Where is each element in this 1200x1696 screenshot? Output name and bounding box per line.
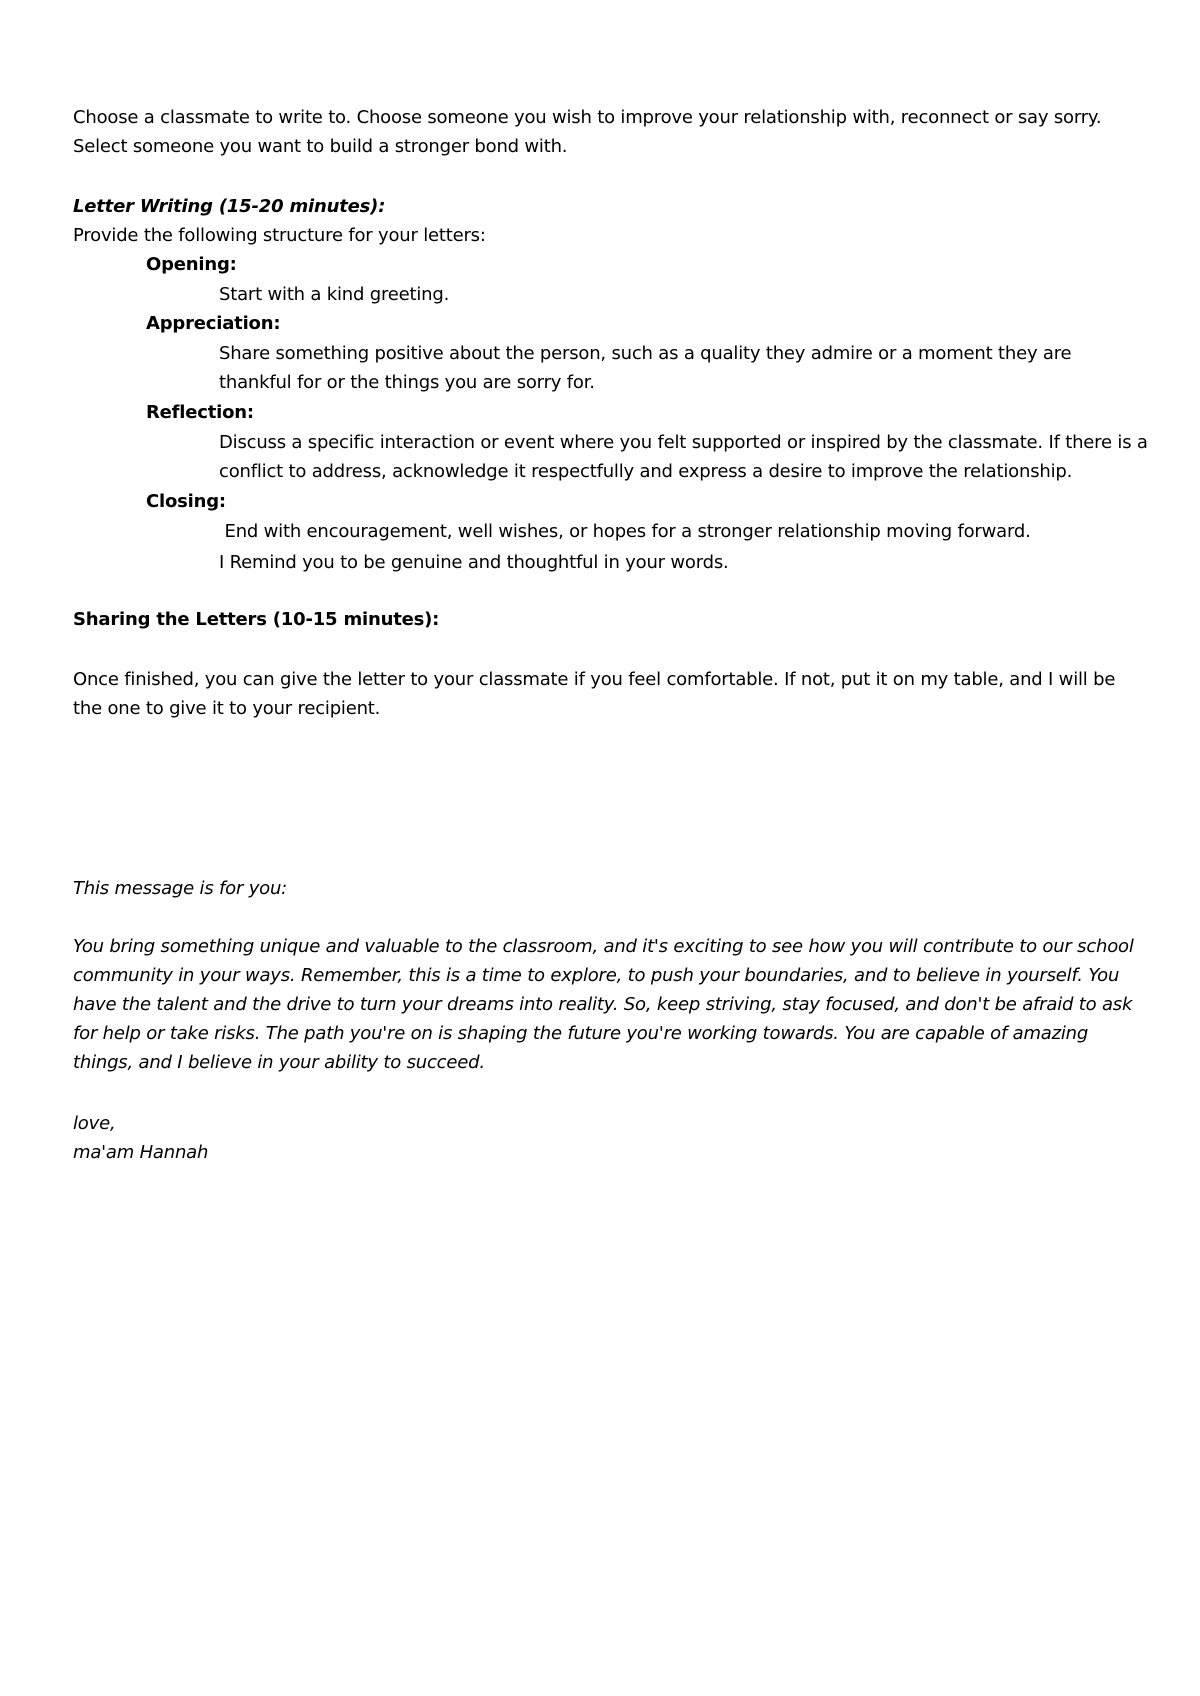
opening-label: Opening: <box>146 254 237 275</box>
closing-label: Closing: <box>146 491 226 512</box>
reminder-text: I Remind you to be genuine and thoughtful in your words. <box>219 552 729 573</box>
closing-text: End with encouragement, well wishes, or hopes for a stronger relationship moving forward. <box>219 521 1031 542</box>
reflection-label: Reflection: <box>146 402 254 423</box>
appreciation-label: Appreciation: <box>146 313 281 334</box>
intro-paragraph: Choose a classmate to write to. Choose someone you wish to improve your relationship with, reconnect or say sorry. Select someone you want to build a stronger bond with. <box>73 107 1102 157</box>
message-body: You bring something unique and valuable to the classroom, and it's exciting to see how you will contribute to our school community in your ways. Remember, this is a time to explore, to push your boundaries, and to believe in yourself. You have the talent and the drive to turn your dreams into reality. So, keep striving, stay focused, and don't be afraid to ask for help or take risks. The path you're on is shaping the future you're working towards. You are capable of amazing things, and I believe in your ability to succeed. <box>73 936 1134 1073</box>
structure-intro: Provide the following structure for your letters: <box>73 225 486 246</box>
sharing-heading: Sharing the Letters (10-15 minutes): <box>73 609 440 630</box>
reflection-text: Discuss a specific interaction or event where you felt supported or inspired by the classmate. If there is a conflict to address, acknowledge it respectfully and express a desire to improve the relationship. <box>219 432 1148 482</box>
opening-text: Start with a kind greeting. <box>219 284 450 305</box>
signature: ma'am Hannah <box>73 1142 209 1163</box>
sharing-text: Once finished, you can give the letter to your classmate if you feel comfortable. If not, put it on my table, and I will be the one to give it to your recipient. <box>73 669 1116 719</box>
sign-off: love, <box>73 1113 116 1134</box>
letter-writing-heading: Letter Writing (15-20 minutes): <box>73 196 386 217</box>
message-intro: This message is for you: <box>73 878 288 899</box>
appreciation-text: Share something positive about the person, such as a quality they admire or a moment they are thankful for or the things you are sorry for. <box>219 343 1072 393</box>
